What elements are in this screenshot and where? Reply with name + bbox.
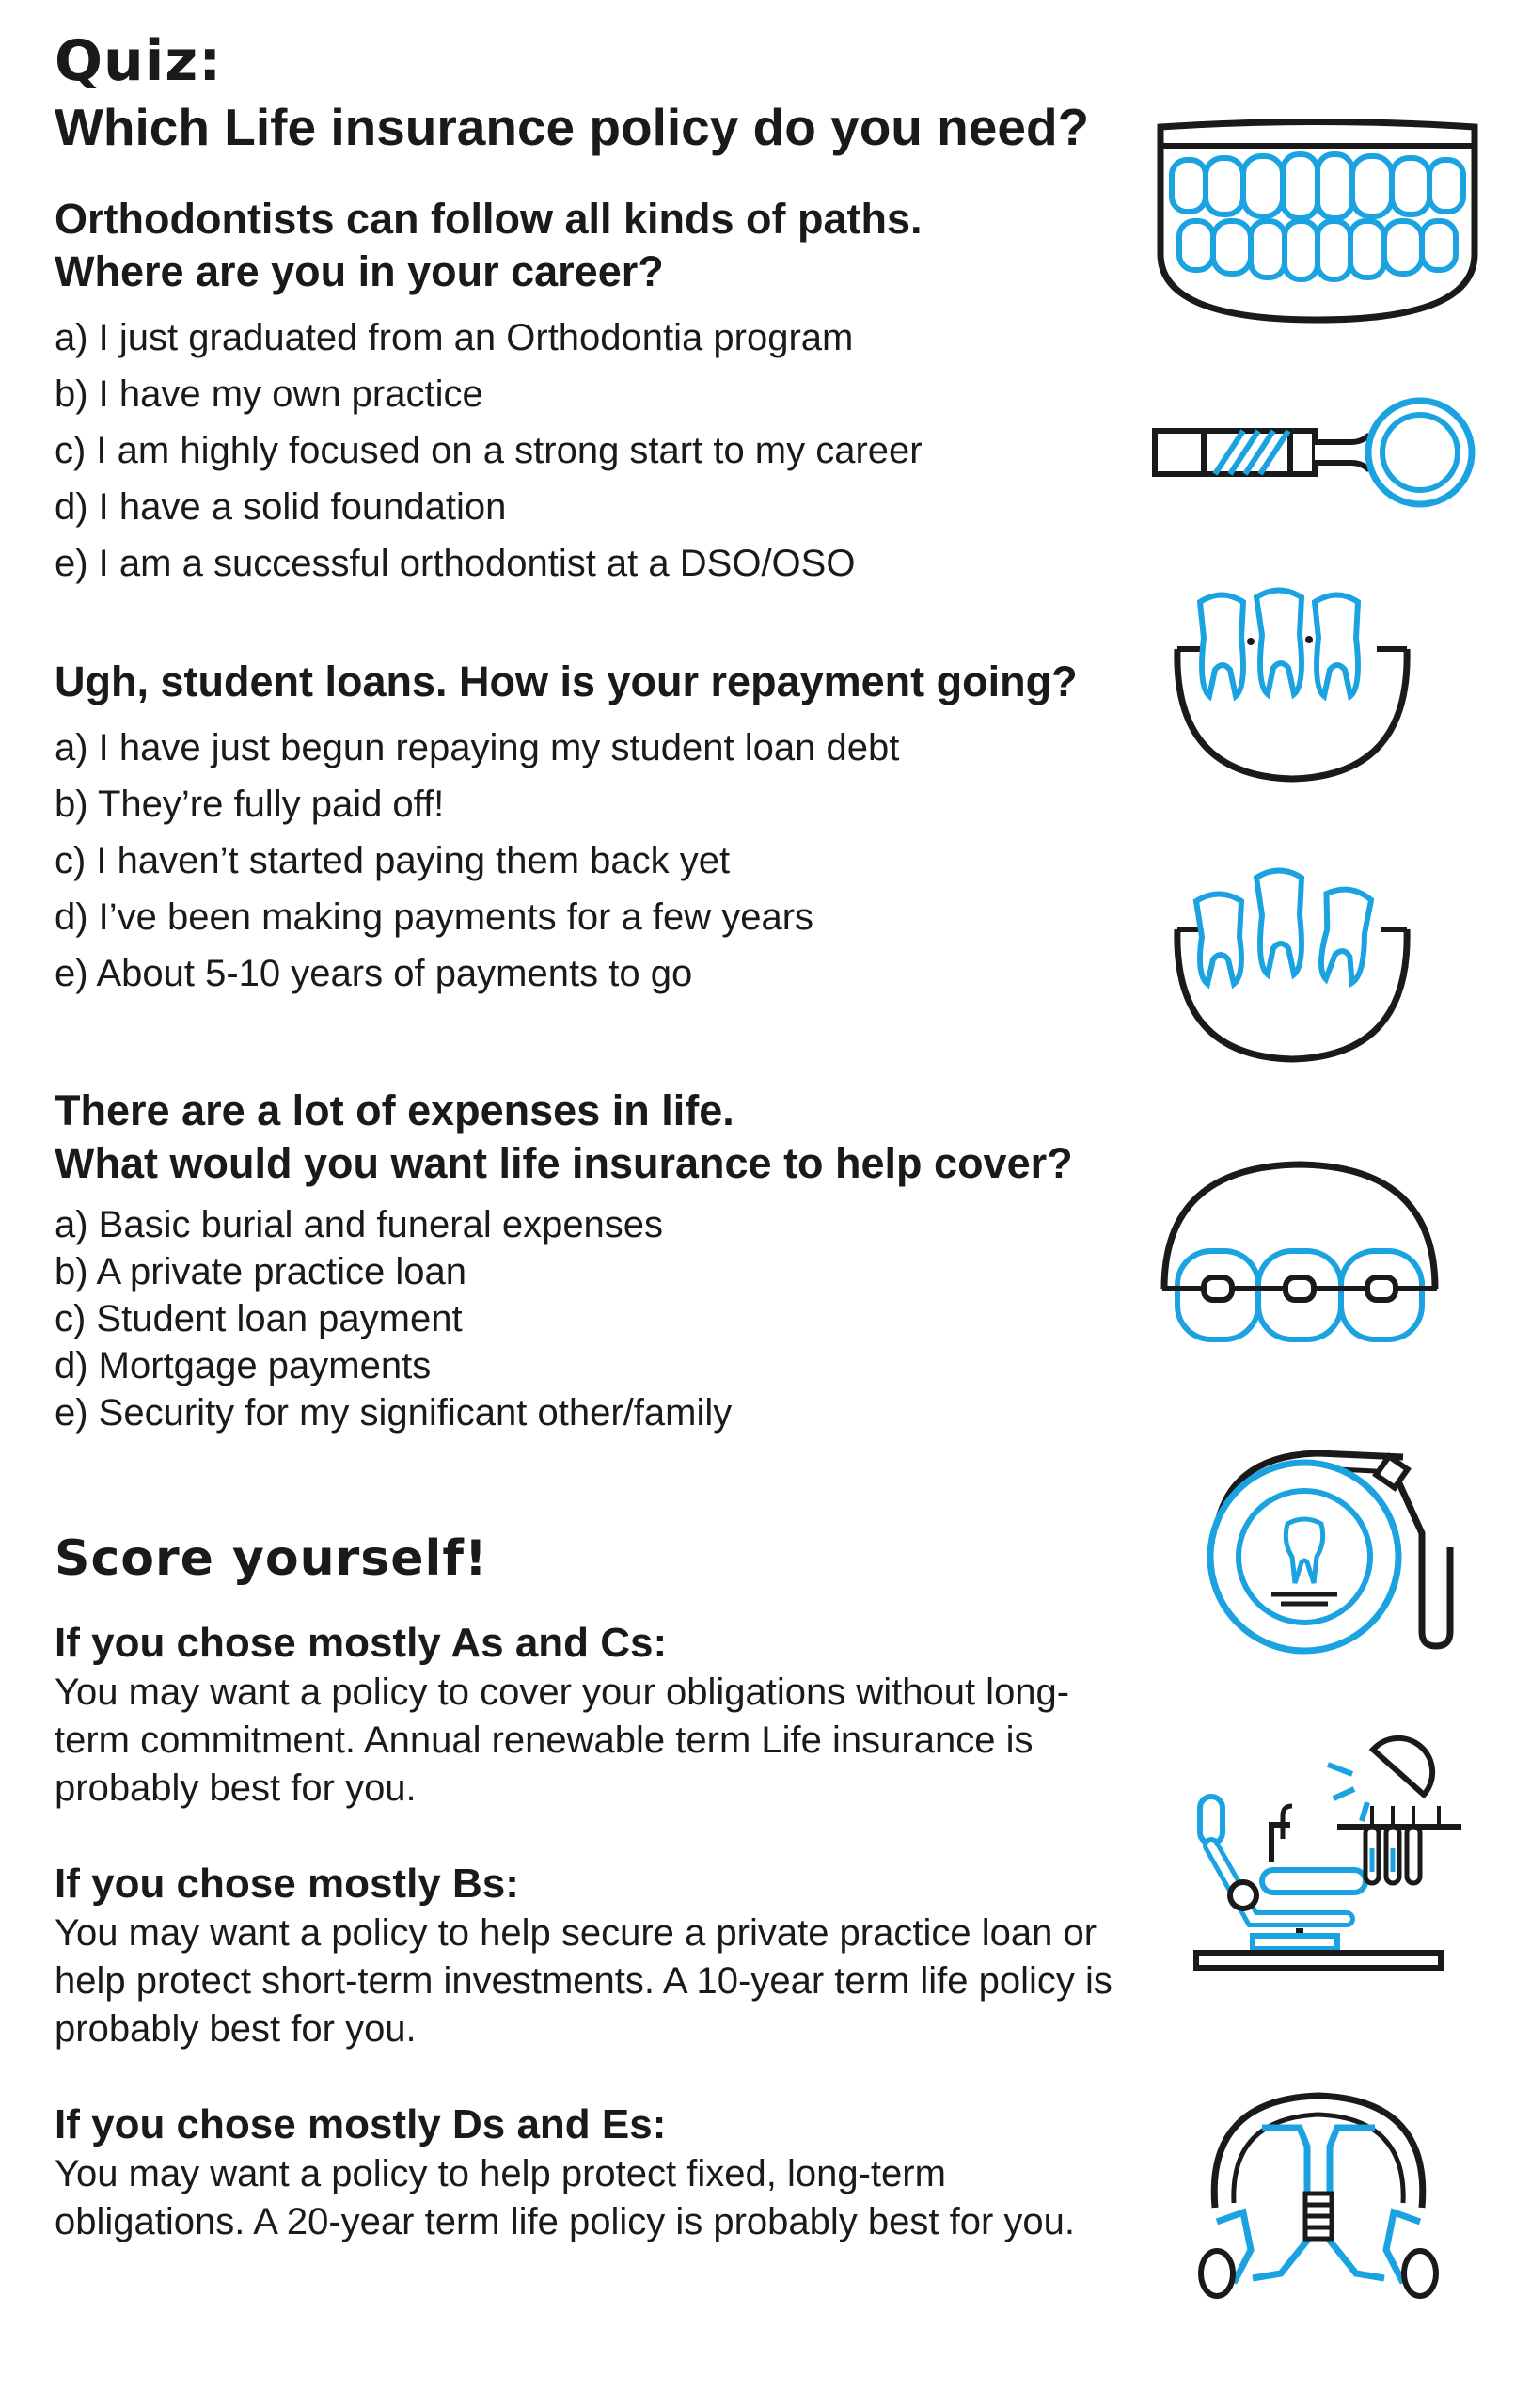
quiz-label: Quiz:: [55, 28, 223, 94]
option-item: e) About 5-10 years of payments to go: [55, 953, 693, 994]
question-1-options: [55, 309, 923, 592]
result-heading: If you chose mostly Ds and Es:: [55, 2101, 667, 2147]
result-as-cs: [55, 1618, 1117, 1813]
option-item: c) I haven’t started paying them back yet: [55, 840, 731, 881]
option-item: a) I have just begun repaying my student loan debt: [55, 727, 900, 768]
question-3-options: [55, 1201, 1073, 1436]
result-heading: If you chose mostly Bs:: [55, 1861, 519, 1907]
dental-mirror-icon: [1149, 388, 1478, 519]
option-item: e) I am a successful orthodontist at a DSO/OSO: [55, 543, 856, 584]
question-2-title: Ugh, student loans. How is your repayment going?: [55, 657, 1078, 705]
question-2: [55, 656, 1078, 1002]
teeth-icon: [1153, 113, 1482, 325]
option-item: b) They’re fully paid off!: [55, 784, 445, 825]
result-bs: [55, 1859, 1117, 2053]
page-title: Which Life insurance policy do you need?: [55, 98, 1090, 156]
crooked-teeth-icon: [1170, 863, 1414, 1066]
dental-x-ray-icon: [1196, 1444, 1460, 1660]
question-3-title-line-2: What would you want life insurance to help cover?: [55, 1139, 1073, 1187]
result-heading: If you chose mostly As and Cs:: [55, 1620, 668, 1666]
dental-chair-icon: [1187, 1731, 1469, 1975]
result-body: You may want a policy to help secure a private practice loan or help protect short-term investments. A 10-year term life policy is probably best for you.: [55, 1912, 1113, 2050]
option-item: d) I’ve been making payments for a few years: [55, 896, 814, 938]
question-2-options: [55, 720, 1078, 1002]
option-item: d) I have a solid foundation: [55, 486, 507, 528]
question-1: [55, 193, 923, 592]
question-3-title-line-1: There are a lot of expenses in life.: [55, 1086, 734, 1134]
option-item: c) Student loan payment: [55, 1298, 463, 1339]
option-item: c) I am highly focused on a strong start to my career: [55, 430, 923, 471]
option-item: b) I have my own practice: [55, 373, 483, 415]
option-item: d) Mortgage payments: [55, 1345, 432, 1386]
score-title: Score yourself!: [55, 1530, 488, 1587]
option-item: e) Security for my significant other/family: [55, 1392, 733, 1434]
option-item: a) Basic burial and funeral expenses: [55, 1204, 664, 1245]
result-body: You may want a policy to help protect fixed, long-term obligations. A 20-year term life policy is probably best for you.: [55, 2153, 1075, 2242]
molars-arch-icon: [1170, 583, 1414, 785]
result-body: You may want a policy to cover your obligations without long-term commitment. Annual renewable term Life insurance is probably best for you.: [55, 1671, 1070, 1809]
palatal-expander-icon: [1196, 2090, 1441, 2306]
braces-icon: [1159, 1157, 1441, 1345]
option-item: b) A private practice loan: [55, 1251, 467, 1292]
result-ds-es: [55, 2099, 1117, 2246]
option-item: a) I just graduated from an Orthodontia program: [55, 317, 854, 358]
question-1-title-line-2: Where are you in your career?: [55, 247, 664, 295]
question-3: [55, 1085, 1073, 1436]
question-1-title-line-1: Orthodontists can follow all kinds of paths.: [55, 195, 923, 243]
